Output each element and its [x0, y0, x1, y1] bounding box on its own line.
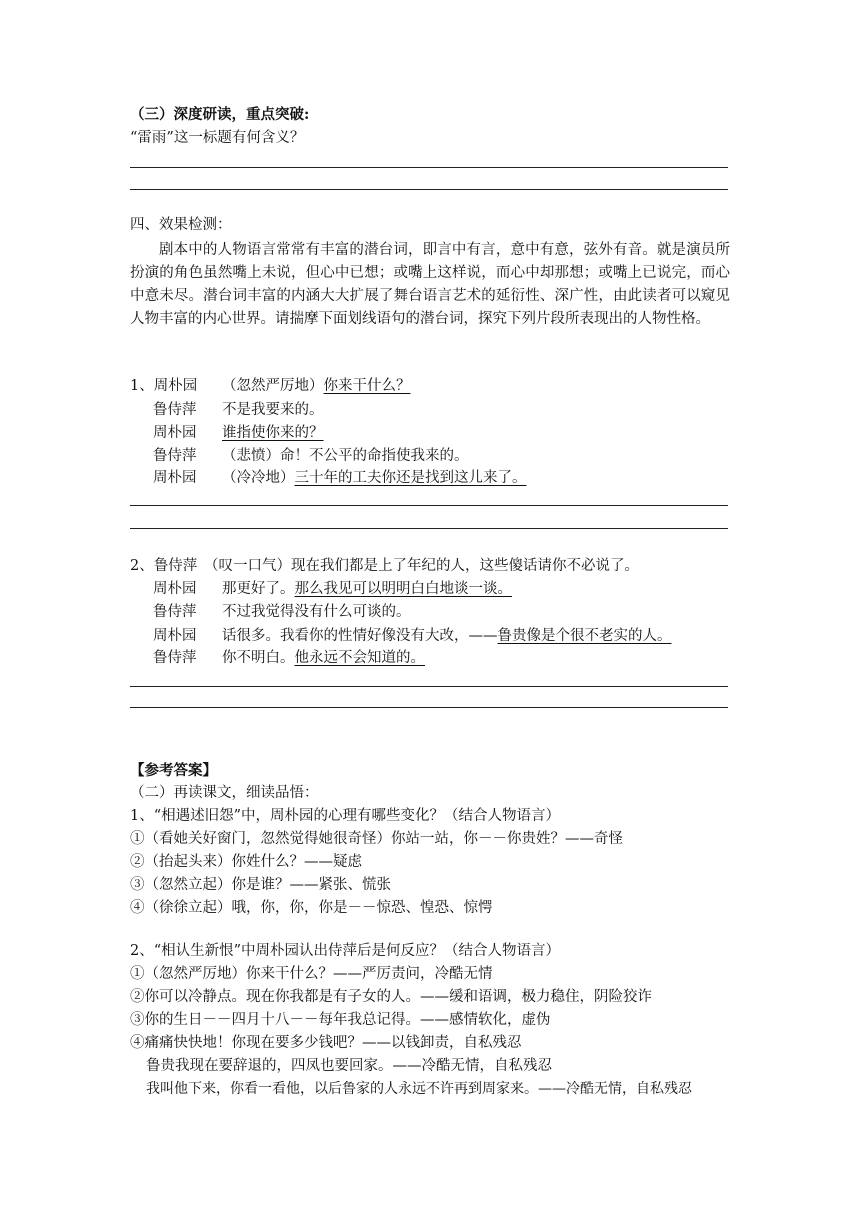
- dialogue-text: 那更好了。: [222, 581, 295, 597]
- answers-title: 【参考答案】: [130, 762, 217, 779]
- dialogue1-line: [153, 446, 469, 466]
- speaker: 鲁侍萍: [153, 650, 197, 666]
- speaker: 周朴园: [153, 425, 197, 441]
- section3-heading: （三）深度研读，重点突破:: [130, 106, 310, 123]
- dialogue1-line: [153, 400, 324, 420]
- answer-question-2: 2、“相认生新恨”中周朴园认出侍萍后是何反应？（结合人物语言）: [130, 943, 561, 959]
- stage-direction: （冷冷地）: [222, 470, 295, 486]
- underlined-line: 三十年的工夫你还是找到这儿来了。: [294, 470, 527, 486]
- underlined-line: 谁指使你来的？: [222, 425, 324, 441]
- dialogue-text: （悲愤）命！不公平的命指使我来的。: [222, 448, 469, 464]
- answer-item: 我叫他下来，你看一看他，以后鲁家的人永远不许再到周家来。——冷酷无情，自私残忍: [146, 1081, 692, 1097]
- speaker: 周朴园: [153, 378, 198, 394]
- answer-line: [130, 707, 728, 708]
- dialogue-number: 1、: [130, 378, 154, 394]
- intro-paragraph: 剧本中的人物语言常常有丰富的潜台词，即言中有言，意中有意，弦外有音。就是演员所扮演的角色虽然嘴上未说，但心中已想；或嘴上这样说，而心中却那想；或嘴上已说完，而心中意未尽。潜台词丰富的内涵大大扩展了舞台语言艺术的延衍性、深广性，由此读者可以窥见人物丰富的内心世界。请揣摩下面划线语句的潜台词，探究下列片段所表现出的人物性格。: [130, 242, 730, 327]
- dialogue2-line: [153, 626, 672, 646]
- answer-item: ①（忽然严厉地）你来干什么？——严厉责问，冷酷无情: [130, 966, 493, 982]
- underlined-line: 他永远不会知道的。: [294, 650, 425, 666]
- answer-line: [130, 167, 728, 168]
- answer-line: [130, 528, 728, 529]
- underlined-line: 你来干什么？: [323, 378, 411, 394]
- dialogue-text: 不过我觉得没有什么可谈的。: [222, 604, 411, 620]
- dialogue1-line: [153, 423, 324, 443]
- dialogue1-line: [130, 376, 411, 396]
- speaker: 周朴园: [153, 470, 197, 486]
- dialogue-text: 话很多。我看你的性情好像没有大改，——: [222, 628, 498, 644]
- speaker: 周朴园: [153, 628, 197, 644]
- dialogue2-line: [130, 556, 639, 576]
- answer-item: ②你可以冷静点。现在你我都是有子女的人。——缓和语调，极力稳住，阴险狡诈: [130, 989, 652, 1005]
- answer-item: ④（徐徐立起）哦，你，你，你是－－惊恐、惶恐、惊愕: [130, 900, 493, 916]
- answer-item: ④痛痛快快地！你现在要多少钱吧？——以钱卸责，自私残忍: [130, 1035, 522, 1051]
- answers-subtitle: （二）再读课文，细读品悟：: [130, 785, 319, 801]
- dialogue-text: （叹一口气）现在我们都是上了年纪的人，这些傻话请你不必说了。: [204, 558, 639, 574]
- dialogue-text: 你不明白。: [222, 650, 295, 666]
- underlined-line: 鲁贵像是个很不老实的人。: [497, 628, 672, 644]
- dialogue-number: 2、: [130, 558, 154, 574]
- speaker: 周朴园: [153, 581, 197, 597]
- answer-item: ①（看她关好窗门，忽然觉得她很奇怪）你站一站，你－－你贵姓？——奇怪: [130, 831, 623, 847]
- dialogue-text: 不是我要来的。: [222, 402, 324, 418]
- answer-line: [130, 686, 728, 687]
- stage-direction: （忽然严厉地）: [222, 378, 324, 394]
- dialogue2-line: [153, 602, 411, 622]
- underlined-line: 那么我见可以明明白白地谈一谈。: [294, 581, 512, 597]
- answer-item: 鲁贵我现在要辞退的，四凤也要回家。——冷酷无情，自私残忍: [146, 1058, 552, 1074]
- speaker: 鲁侍萍: [153, 604, 197, 620]
- section4-heading: 四、效果检测：: [130, 217, 232, 233]
- answer-line: [130, 505, 728, 506]
- answer-item: ②（抬起头来）你姓什么？——疑虑: [130, 854, 362, 870]
- speaker: 鲁侍萍: [153, 558, 198, 574]
- section4-intro: [130, 239, 730, 331]
- speaker: 鲁侍萍: [153, 402, 197, 418]
- answer-item: ③（忽然立起）你是谁？——紧张、慌张: [130, 877, 391, 893]
- answer-line: [130, 189, 728, 190]
- speaker: 鲁侍萍: [153, 448, 197, 464]
- section3-question: “雷雨”这一标题有何含义？: [130, 130, 305, 146]
- dialogue2-line: [153, 579, 512, 599]
- dialogue1-line: [153, 468, 527, 488]
- answer-question-1: 1、“相遇述旧怨”中，周朴园的心理有哪些变化？（结合人物语言）: [130, 808, 561, 824]
- answer-item: ③你的生日－－四月十八－－每年我总记得。——感情软化，虚伪: [130, 1012, 551, 1028]
- dialogue2-line: [153, 648, 425, 668]
